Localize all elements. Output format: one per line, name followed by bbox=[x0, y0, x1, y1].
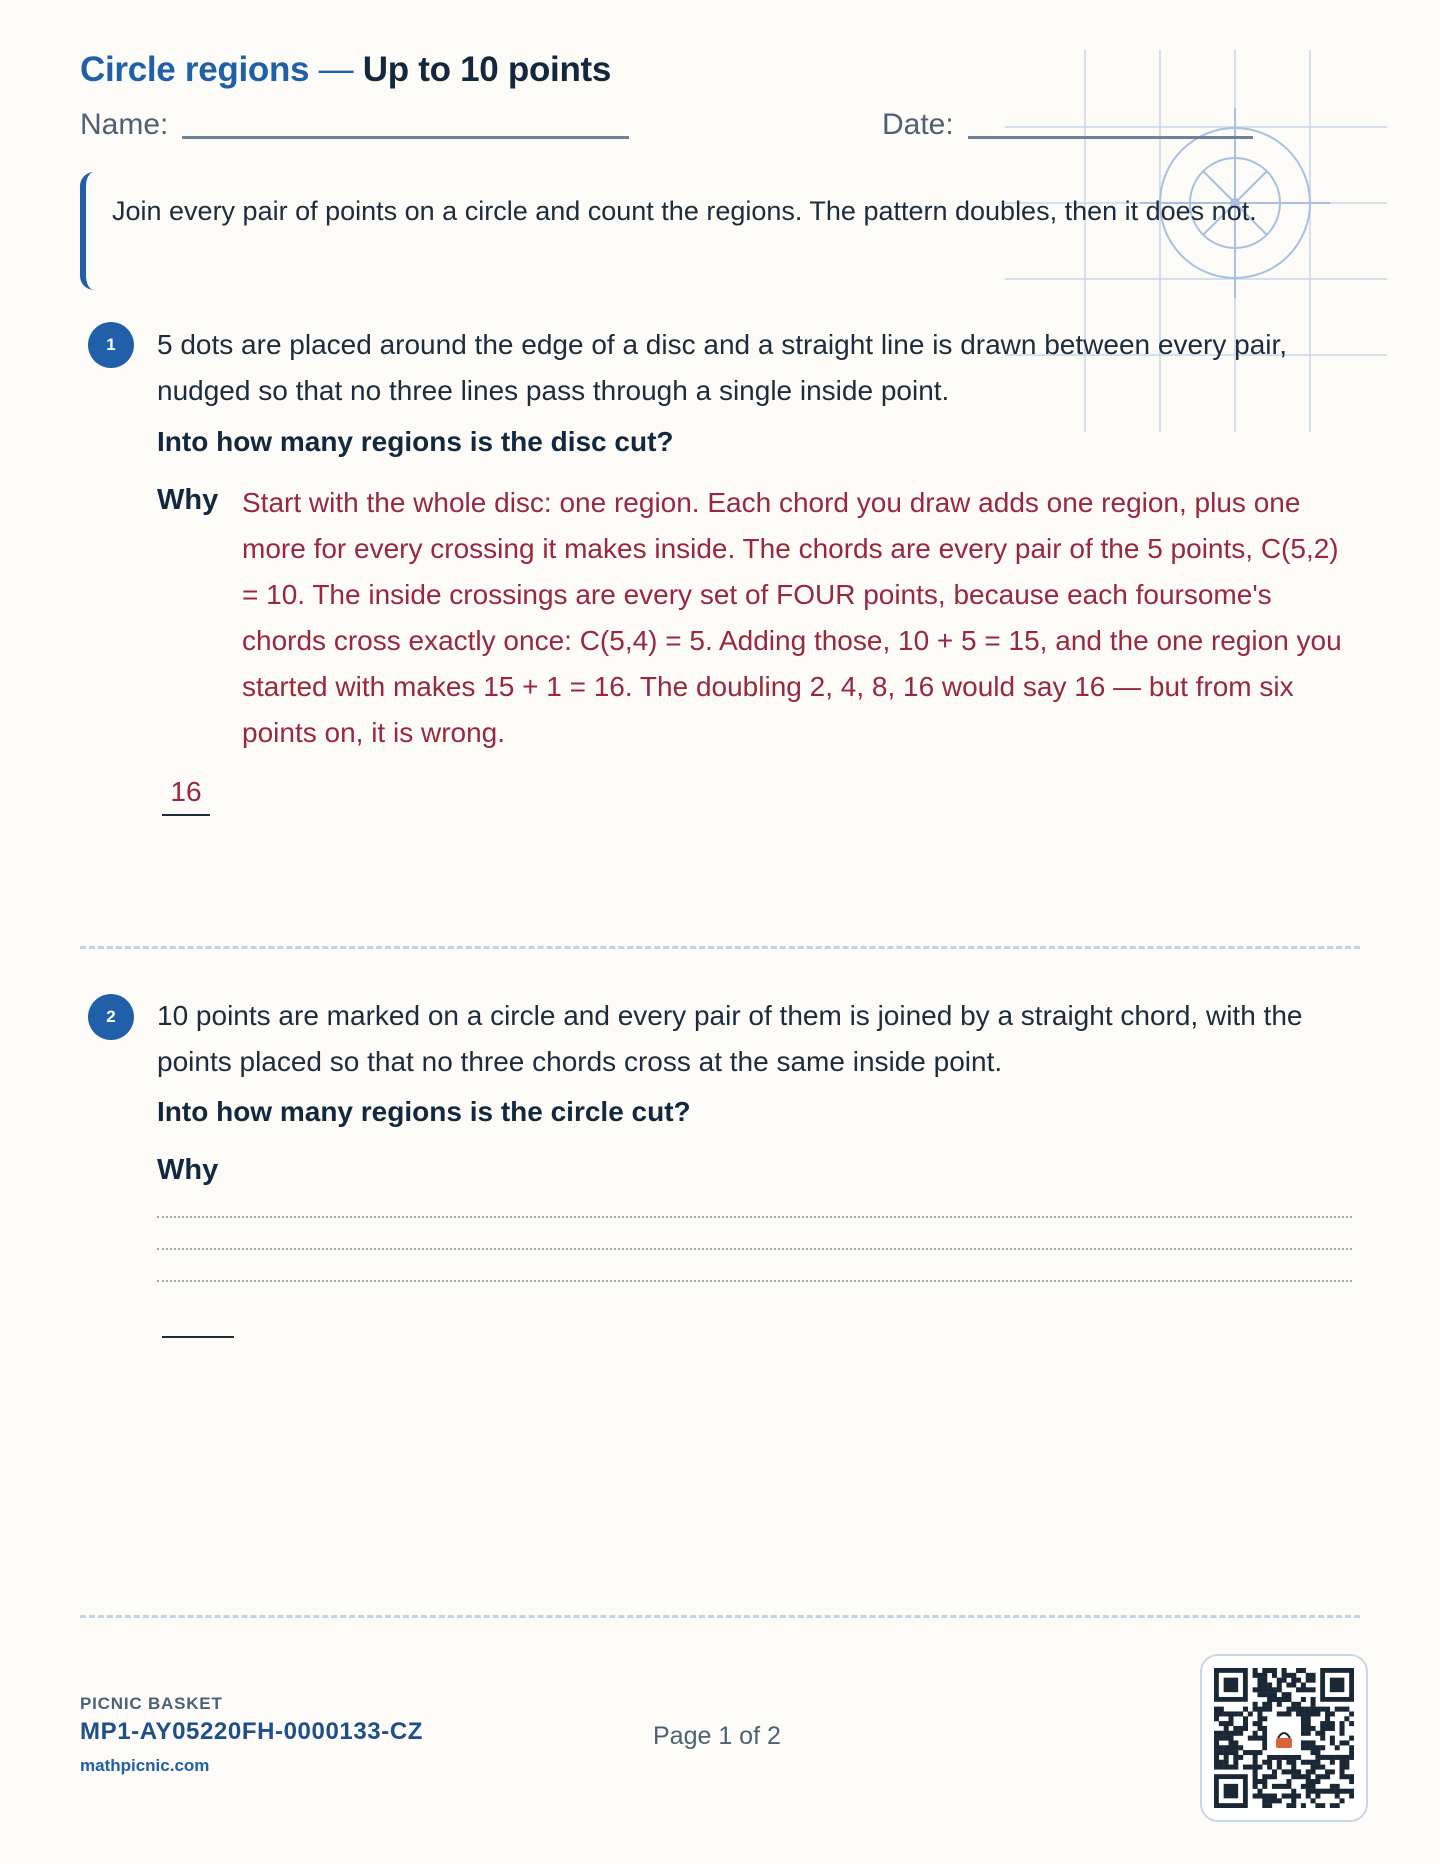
question-number-badge: 2 bbox=[88, 994, 134, 1040]
question-1-answer[interactable]: 16 bbox=[162, 776, 210, 816]
question-number-badge: 1 bbox=[88, 322, 134, 368]
page-number: Page 1 of 2 bbox=[653, 1722, 781, 1750]
title-subtitle: Up to 10 points bbox=[362, 50, 612, 89]
title-topic: Circle regions bbox=[80, 50, 310, 89]
worksheet-code: MP1-AY05220FH-0000133-CZ bbox=[80, 1718, 424, 1745]
why-writing-line[interactable] bbox=[157, 1280, 1352, 1282]
question-2-answer-blank[interactable] bbox=[162, 1336, 234, 1338]
footer-divider bbox=[80, 1615, 1360, 1618]
why-writing-line[interactable] bbox=[157, 1216, 1352, 1218]
qr-code bbox=[1200, 1654, 1368, 1822]
question-1-text: 5 dots are placed around the edge of a disc and a straight line is drawn between every pair, nudged so that no three lines pass through a single inside point. bbox=[157, 329, 1288, 406]
title-separator: — bbox=[318, 50, 354, 89]
brand-name: PICNIC BASKET bbox=[80, 1694, 223, 1713]
question-1-why-explanation: Start with the whole disc: one region. Each chord you draw adds one region, plus one more for every crossing it makes inside. The chords are every pair of the 5 points, C(5,2) = 10. The inside crossings are every set of FOUR points, because each foursome's chords cross exactly once: C(5,4) = 5. Adding those, 10 + 5 = 15, and the one region you started with makes 15 + 1 = 16. The doubling 2, 4, 8, 16 would say 16 — but from six points on, it is wrong. bbox=[242, 487, 1342, 748]
question-1-prompt: Into how many regions is the disc cut? bbox=[157, 426, 674, 457]
question-1-why-label: Why bbox=[157, 484, 219, 516]
intro-callout bbox=[80, 172, 1340, 290]
name-label: Name: bbox=[80, 108, 169, 141]
site-link[interactable]: mathpicnic.com bbox=[80, 1756, 210, 1775]
question-2-why-label: Why bbox=[157, 1154, 219, 1186]
intro-text: Join every pair of points on a circle and count the regions. The pattern doubles, then it does not. bbox=[112, 196, 1257, 226]
date-label: Date: bbox=[882, 108, 954, 141]
why-writing-line[interactable] bbox=[157, 1248, 1352, 1250]
question-2-prompt: Into how many regions is the circle cut? bbox=[157, 1096, 691, 1127]
question-2-text: 10 points are marked on a circle and every pair of them is joined by a straight chord, with the points placed so that no three chords cross at the same inside point. bbox=[157, 1000, 1303, 1077]
section-divider bbox=[80, 946, 1360, 949]
worksheet-title bbox=[80, 50, 611, 90]
name-field[interactable] bbox=[182, 136, 629, 139]
date-field[interactable] bbox=[968, 136, 1253, 139]
qr-code-icon bbox=[1214, 1668, 1354, 1808]
